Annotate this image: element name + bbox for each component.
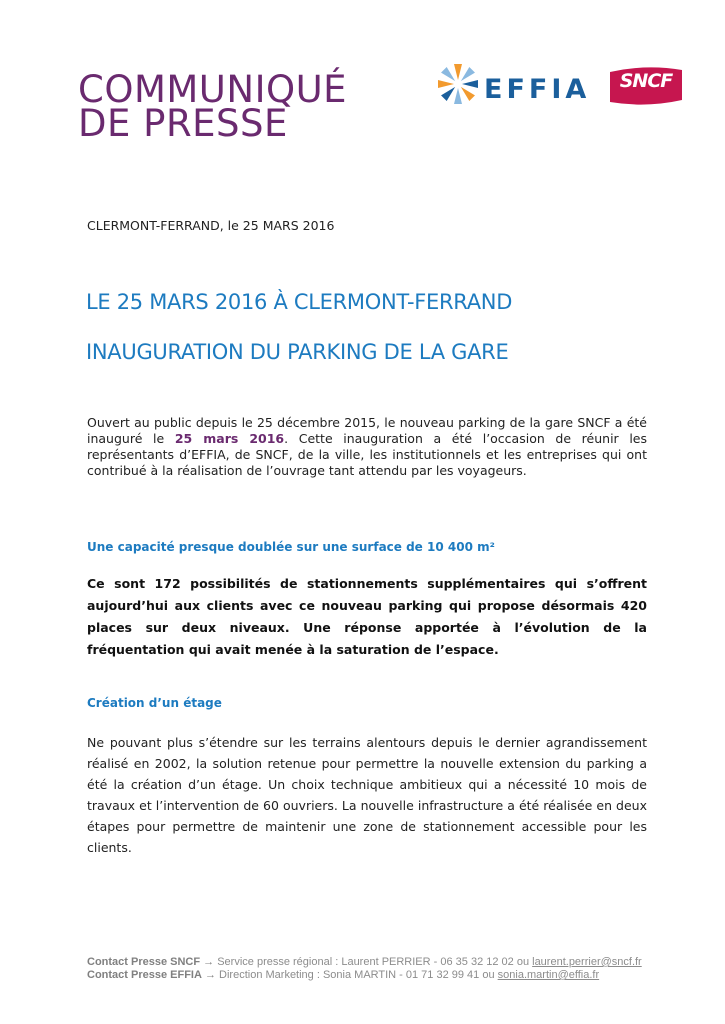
contact-effia-email-link[interactable]: sonia.martin@effia.fr	[497, 969, 600, 981]
section1-heading: Une capacité presque doublée sur une surface de 10 400 m²	[87, 540, 495, 554]
contact-sncf-email-link[interactable]: laurent.perrier@sncf.fr	[532, 956, 642, 968]
sncf-logo	[608, 66, 684, 106]
intro-paragraph	[87, 415, 647, 479]
contact-effia-arrow-icon: →	[204, 969, 216, 981]
intro-text-2: . Cette inauguration a été l’occasion de réunir les représentants d’EFFIA, de SNCF, de la ville, les institutionnels et les entreprises qui ont contribué à la réalisation de l’ouvrage tant attendu par les voyageurs.	[87, 431, 647, 478]
contact-effia	[87, 969, 599, 982]
effia-wordmark: EFFIA	[484, 74, 591, 105]
intro-text-1: Ouvert au public depuis le 25 décembre 2015, le nouveau parking de la gare SNCF a été inauguré le	[87, 415, 647, 446]
contact-sncf-text: Service presse régional : Laurent PERRIER - 06 35 32 12 02 ou	[214, 956, 533, 968]
section1-paragraph: Ce sont 172 possibilités de stationnements supplémentaires qui s’offrent aujourd’hui aux clients avec ce nouveau parking qui propose désormais 420 places sur deux niveaux. Une réponse apportée à l’évolution de la fréquentation qui avait menée à la saturation de l’espace.	[87, 576, 647, 657]
contact-sncf	[87, 956, 642, 969]
section2-heading: Création d’un étage	[87, 696, 222, 710]
press-release-title-line2: DE PRESSE	[78, 102, 288, 145]
effia-star-icon	[434, 60, 482, 108]
press-release-title-line1: COMMUNIQUÉ	[78, 68, 348, 111]
effia-logo	[434, 60, 591, 108]
contact-sncf-label: Contact Presse SNCF	[87, 956, 201, 968]
contact-sncf-arrow-icon: →	[203, 956, 215, 968]
contact-effia-text: Direction Marketing : Sonia MARTIN - 01 71 32 99 41 ou	[215, 969, 498, 981]
headline-line2: INAUGURATION DU PARKING DE LA GARE	[86, 340, 509, 364]
sncf-wordmark: SNCF	[619, 70, 673, 92]
intro-date-highlight: 25 mars 2016	[174, 431, 285, 446]
section2-paragraph: Ne pouvant plus s’étendre sur les terrains alentours depuis le dernier agrandissement réalisé en 2002, la solution retenue pour permettre la nouvelle extension du parking a été la création d’un étage. Un choix technique ambitieux qui a nécessité 10 mois de travaux et l’intervention de 60 ouvriers. La nouvelle infrastructure a été réalisée en deux étapes pour permettre de maintenir une zone de stationnement accessible pour les clients.	[87, 735, 647, 855]
dateline: CLERMONT-FERRAND, le 25 MARS 2016	[87, 218, 335, 233]
contact-effia-label: Contact Presse EFFIA	[87, 969, 202, 981]
headline-line1: LE 25 MARS 2016 À CLERMONT-FERRAND	[86, 290, 513, 314]
